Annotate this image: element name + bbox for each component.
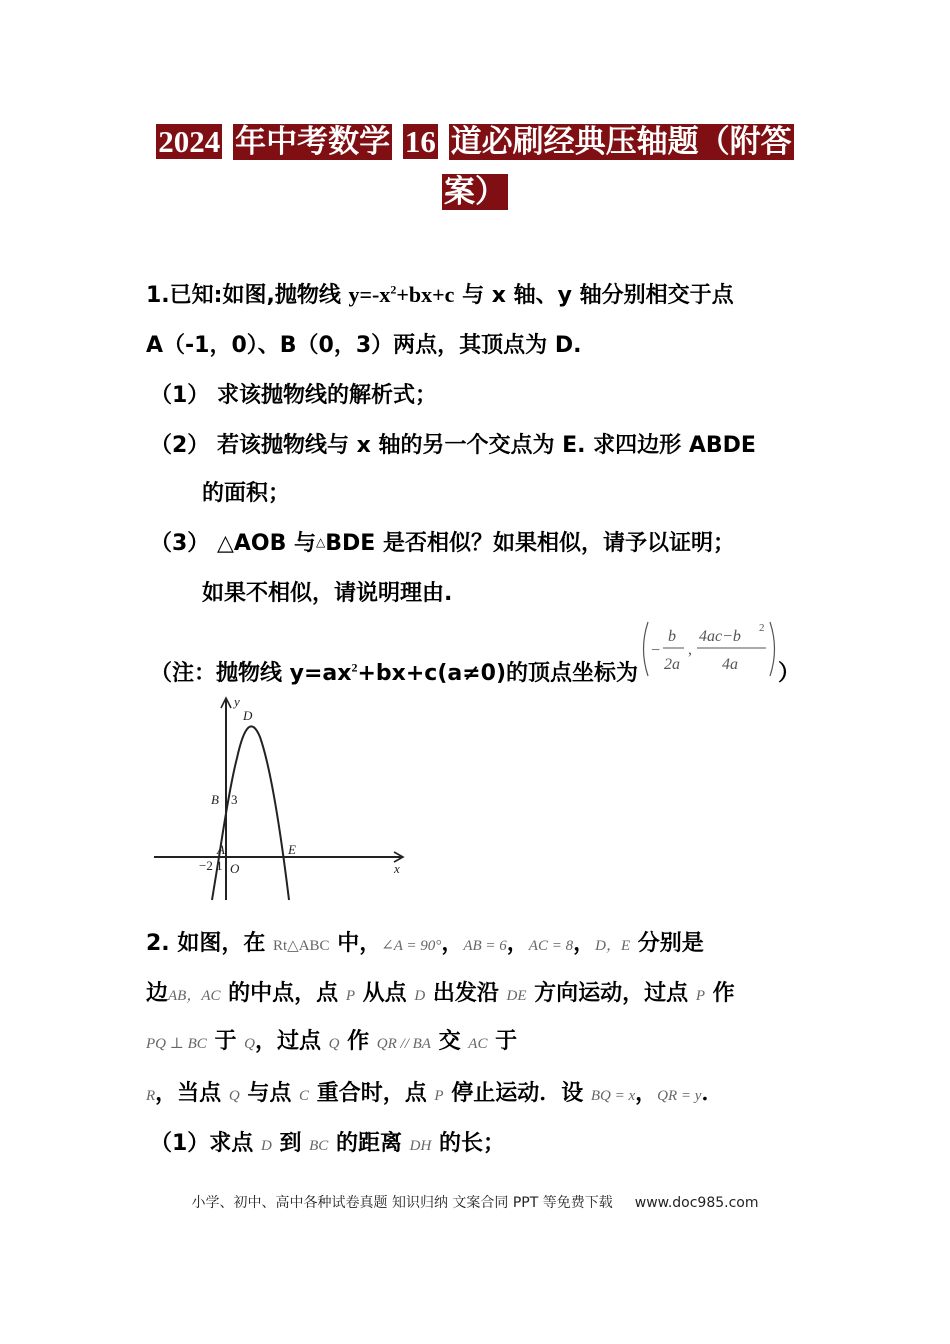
parabola-curve: [212, 726, 289, 900]
label-A: A: [217, 842, 225, 857]
label-B: B: [211, 792, 219, 807]
small-triangle-symbol: △: [316, 535, 326, 549]
q1-note-close: ）: [778, 661, 801, 686]
vertex-2a: 2a: [664, 656, 680, 673]
q1-part2: （2） 若该抛物线与 x 轴的另一个交点为 E. 求四边形 ABDE: [150, 433, 756, 458]
q2-line2: 边AB，AC 的中点，点 P 从点 D 出发沿 DE 方向运动，过点 P 作: [146, 981, 735, 1006]
title-count: 16: [404, 124, 436, 159]
q1-part2-cont: 的面积；: [202, 481, 291, 506]
vertex-numerator: 4ac−b: [699, 628, 741, 645]
vertex-denominator: 4a: [722, 656, 738, 673]
q2-line3: PQ ⊥ BC 于 Q，过点 Q 作 QR // BA 交 AC 于: [146, 1029, 518, 1054]
doc-title-line2: [0, 170, 950, 214]
title-text-2: 道必刷经典压轴题（附答: [450, 124, 792, 160]
vertex-formula: [638, 616, 780, 682]
label-O: O: [230, 861, 240, 876]
label-neg1: −2 1: [199, 858, 223, 873]
label-3: 3: [231, 792, 238, 807]
title-text-3: 案）: [444, 174, 506, 210]
vertex-numerator-sup: 2: [759, 622, 765, 634]
q1-part1: （1） 求该抛物线的解析式；: [150, 383, 437, 408]
q1-note: （注：抛物线 $y=ax^2+bx+c(a\ne 0)$的顶点坐标为: [150, 660, 639, 686]
footer-text: 小学、初中、高中各种试卷真题 知识归纳 文案合同 PPT 等免费下载: [191, 1195, 613, 1211]
title-year: 2024: [158, 124, 221, 159]
q1-line2: A（-1，0）、B（0，3）两点，其顶点为 D.: [146, 333, 582, 358]
footer-site-link[interactable]: www.doc985.com: [634, 1195, 759, 1211]
label-E: E: [288, 842, 296, 857]
label-y: y: [234, 694, 240, 709]
right-paren: [770, 622, 775, 676]
q2-line1: 2. 如图，在 Rt△ABC 中，∠A = 90°，AB = 6，AC = 8，D，E 分别是: [146, 931, 704, 956]
left-paren: [644, 622, 649, 676]
q1-part3: （3） △AOB 与△BDE 是否相似？如果相似，请予以证明；: [150, 531, 736, 556]
parabola-figure: [150, 692, 410, 904]
q2-line4: R，当点 Q 与点 C 重合时，点 P 停止运动．设 BQ = x，QR = y．: [146, 1081, 724, 1106]
vertex-b: b: [668, 628, 676, 645]
page-footer: [0, 1192, 950, 1212]
title-text-1: 年中考数学: [235, 124, 391, 160]
q1-part3-cont: 如果不相似，请说明理由.: [202, 581, 453, 606]
doc-title-line1: [0, 120, 950, 164]
vertex-minus: −: [651, 642, 661, 659]
q1-line1: 1.已知:如图,抛物线 $y=-x^2+bx+c$ 与 x 轴、y 轴分别相交于点: [146, 282, 734, 308]
label-x: x: [394, 861, 400, 876]
q2-part1: （1）求点 D 到 BC 的距离 DH 的长；: [150, 1131, 505, 1156]
vertex-comma: ,: [688, 641, 692, 658]
label-D: D: [243, 708, 253, 723]
